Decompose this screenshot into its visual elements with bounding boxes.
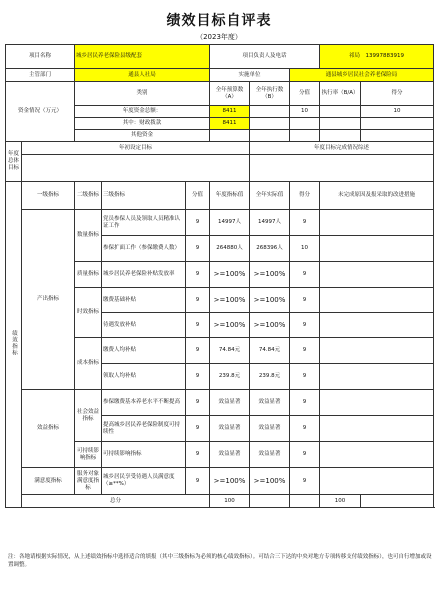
info-row-project bbox=[6, 45, 434, 69]
dept-label: 主管部门 bbox=[6, 69, 75, 82]
sub-quantity: 数量指标 bbox=[75, 210, 102, 262]
indicator-score: 9 bbox=[186, 468, 210, 495]
header-lvl1: 一级指标 bbox=[22, 182, 75, 210]
project-name-value: 城乡居民养老保险县级配套 bbox=[75, 45, 210, 69]
total-score: 100 bbox=[210, 495, 250, 508]
indicator-actual: >=100% bbox=[250, 262, 290, 288]
indicator-actual: >=100% bbox=[250, 468, 290, 495]
indicator-target: 效益显著 bbox=[210, 442, 250, 468]
indicator-name: 城乡居民享受待遇人员满意度（≥**%） bbox=[102, 468, 186, 495]
indicator-actual: 74.84元 bbox=[250, 338, 290, 364]
goals-section-label: 年度总体目标 bbox=[6, 142, 22, 182]
funds-fiscal-budget: 8411 bbox=[210, 118, 250, 130]
total-get: 100 bbox=[320, 495, 361, 508]
indicator-name: 参保扩面工作（参保缴费人数） bbox=[102, 236, 186, 262]
indicator-target: >=100% bbox=[210, 313, 250, 338]
indicator-target: 74.84元 bbox=[210, 338, 250, 364]
sub-quality: 质量指标 bbox=[75, 262, 102, 288]
indicator-reason bbox=[320, 416, 434, 442]
goals-header-row bbox=[6, 142, 434, 155]
indicator-name: 缴费基础补贴 bbox=[102, 288, 186, 313]
indicator-actual: 效益显著 bbox=[250, 390, 290, 416]
indicator-target: >=100% bbox=[210, 262, 250, 288]
sub-service: 服务对象满意度指标 bbox=[75, 468, 102, 495]
total-label: 总分 bbox=[22, 495, 210, 508]
indicator-score: 9 bbox=[186, 210, 210, 236]
indicator-actual: 14997人 bbox=[250, 210, 290, 236]
indicators-header-row bbox=[6, 182, 434, 210]
funds-col-exec: 全年执行数（B） bbox=[250, 82, 290, 106]
goals-plan-label: 年初设定目标 bbox=[22, 142, 250, 155]
table-row bbox=[6, 390, 434, 416]
indicator-target: 14997人 bbox=[210, 210, 250, 236]
indicator-reason bbox=[320, 338, 434, 364]
unit-value: 通县城乡居民社会养老保险局 bbox=[290, 69, 434, 82]
header-get: 得分 bbox=[290, 182, 320, 210]
indicator-get: 9 bbox=[290, 262, 320, 288]
indicator-score: 9 bbox=[186, 390, 210, 416]
leader-value: 祁局 13997883919 bbox=[320, 45, 434, 69]
header-reason: 未完成原因及报采取的改进措施 bbox=[320, 182, 434, 210]
header-lvl3: 三级指标 bbox=[102, 182, 186, 210]
sub-time: 时效指标 bbox=[75, 288, 102, 338]
indicator-target: 效益显著 bbox=[210, 390, 250, 416]
dept-value: 通县人社局 bbox=[75, 69, 210, 82]
leader-label: 项目负责人及电话 bbox=[210, 45, 320, 69]
funds-total-exec bbox=[250, 106, 290, 118]
sub-cost: 成本指标 bbox=[75, 338, 102, 390]
funds-total-budget: 8411 bbox=[210, 106, 250, 118]
info-row-dept bbox=[6, 69, 434, 82]
funds-total-rate bbox=[320, 106, 361, 118]
evaluation-table bbox=[5, 44, 434, 508]
footnote: 注：各地请根据实际情况，从上述绩效指标中选择适合的填报（其中三级指标为必须的核心绩效指标）。可结合三下达的中央对地方专项转移支付绩效指标），也可自行增加或设置调整。 bbox=[8, 554, 432, 568]
indicator-reason bbox=[320, 262, 434, 288]
unit-label: 实施单位 bbox=[210, 69, 290, 82]
indicator-get: 9 bbox=[290, 442, 320, 468]
indicator-actual: 239.8元 bbox=[250, 364, 290, 390]
indicator-score: 9 bbox=[186, 442, 210, 468]
indicator-reason bbox=[320, 364, 434, 390]
page-subtitle: （2023年度） bbox=[196, 33, 242, 41]
goals-plan-content bbox=[22, 155, 250, 182]
indicator-reason bbox=[320, 288, 434, 313]
indicator-target: >=100% bbox=[210, 468, 250, 495]
funds-other-label: 其他资金 bbox=[75, 130, 210, 142]
funds-total-score: 10 bbox=[290, 106, 320, 118]
funds-header-row bbox=[6, 82, 434, 106]
indicator-reason bbox=[320, 442, 434, 468]
header-lvl2: 二级指标 bbox=[75, 182, 102, 210]
indicator-score: 9 bbox=[186, 288, 210, 313]
funds-col-type: 类别 bbox=[75, 82, 210, 106]
indicator-get: 9 bbox=[290, 468, 320, 495]
page-title: 绩效目标自评表 bbox=[166, 13, 272, 29]
funds-section-label: 资金情况（万元） bbox=[6, 82, 75, 142]
lvl1-satisfaction: 满意度指标 bbox=[22, 468, 75, 495]
indicator-target: 239.8元 bbox=[210, 364, 250, 390]
indicator-get: 9 bbox=[290, 390, 320, 416]
indicator-name: 参保缴费基本养老水平不断提高 bbox=[102, 390, 186, 416]
indicator-score: 9 bbox=[186, 313, 210, 338]
project-name-label: 项目名称 bbox=[6, 45, 75, 69]
indicator-target: 效益显著 bbox=[210, 416, 250, 442]
indicator-reason bbox=[320, 468, 434, 495]
funds-col-rate: 执行率（B/A） bbox=[320, 82, 361, 106]
indicator-actual: >=100% bbox=[250, 313, 290, 338]
header-score: 分值 bbox=[186, 182, 210, 210]
indicator-score: 9 bbox=[186, 338, 210, 364]
sub-social: 社会效益指标 bbox=[75, 390, 102, 442]
indicator-actual: >=100% bbox=[250, 288, 290, 313]
indicator-name: 可持续影响指标 bbox=[102, 442, 186, 468]
indicator-get: 9 bbox=[290, 313, 320, 338]
indicator-reason bbox=[320, 313, 434, 338]
indicator-reason bbox=[320, 390, 434, 416]
indicator-get: 9 bbox=[290, 338, 320, 364]
indicator-name: 提高城乡居民养老保险制度可持续性 bbox=[102, 416, 186, 442]
indicators-section-label: 绩效指标 bbox=[6, 182, 22, 508]
indicator-actual: 效益显著 bbox=[250, 442, 290, 468]
indicator-score: 9 bbox=[186, 236, 210, 262]
indicator-get: 9 bbox=[290, 288, 320, 313]
goals-content-row bbox=[6, 155, 434, 182]
indicator-name: 缴费人均补贴 bbox=[102, 338, 186, 364]
goals-actual-label: 年度目标完成情况综述 bbox=[250, 142, 434, 155]
indicator-get: 9 bbox=[290, 210, 320, 236]
funds-col-budget: 全年预算数（A） bbox=[210, 82, 250, 106]
indicator-name: 党员参保人员及领取人员精准认证工作 bbox=[102, 210, 186, 236]
header-target: 年度指标值 bbox=[210, 182, 250, 210]
indicator-get: 9 bbox=[290, 416, 320, 442]
funds-fiscal-label: 其中：财政拨款 bbox=[75, 118, 210, 130]
table-row bbox=[6, 468, 434, 495]
table-row bbox=[6, 210, 434, 236]
indicator-score: 9 bbox=[186, 262, 210, 288]
indicator-name: 领取人均补贴 bbox=[102, 364, 186, 390]
indicator-score: 9 bbox=[186, 416, 210, 442]
total-row bbox=[6, 495, 434, 508]
funds-col-score: 分值 bbox=[290, 82, 320, 106]
goals-actual-content bbox=[250, 155, 434, 182]
funds-total-get: 10 bbox=[361, 106, 434, 118]
sub-sustain: 可持续影响指标 bbox=[75, 442, 102, 468]
indicator-actual: 268396人 bbox=[250, 236, 290, 262]
header-actual: 全年实际值 bbox=[250, 182, 290, 210]
indicator-name: 城乡居民养老保险补贴发放率 bbox=[102, 262, 186, 288]
indicator-name: 待遇发放补贴 bbox=[102, 313, 186, 338]
funds-total-label: 年度资金总额： bbox=[75, 106, 210, 118]
indicator-target: 264880人 bbox=[210, 236, 250, 262]
funds-col-get: 得分 bbox=[361, 82, 434, 106]
indicator-reason bbox=[320, 210, 434, 236]
indicator-score: 9 bbox=[186, 364, 210, 390]
lvl1-output: 产出指标 bbox=[22, 210, 75, 390]
indicator-get: 9 bbox=[290, 364, 320, 390]
indicator-get: 10 bbox=[290, 236, 320, 262]
lvl1-benefit: 效益指标 bbox=[22, 390, 75, 468]
indicator-reason bbox=[320, 236, 434, 262]
indicator-actual: 效益显著 bbox=[250, 416, 290, 442]
indicator-target: >=100% bbox=[210, 288, 250, 313]
